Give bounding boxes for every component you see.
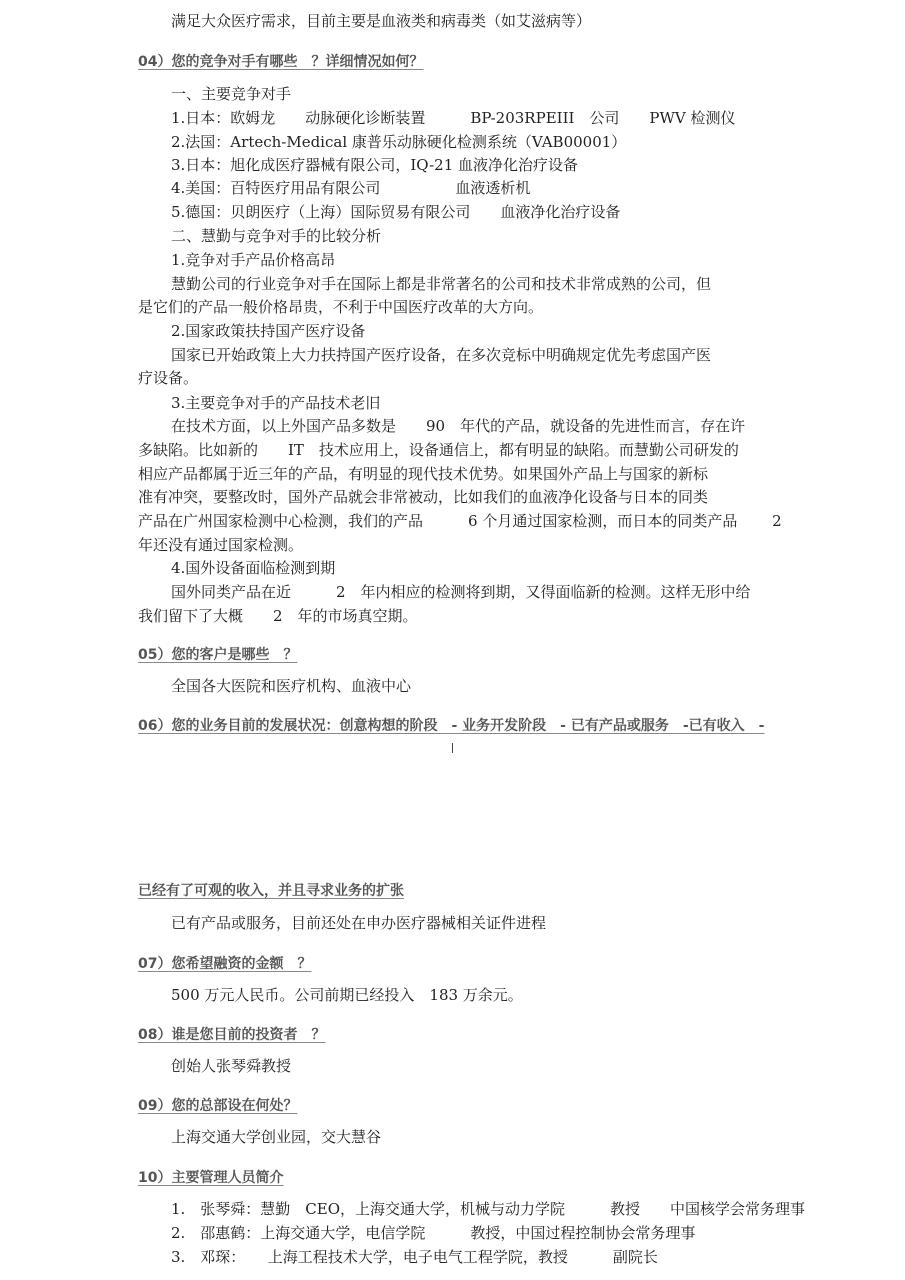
text-line: 1.竞争对手产品价格高昂 xyxy=(171,251,336,269)
section-heading-09 xyxy=(138,1096,297,1116)
heading-text: 10）主要管理人员简介 xyxy=(138,1170,284,1186)
section-heading-06-cont xyxy=(138,881,404,901)
text-line: 创始人张琴舜教授 xyxy=(171,1057,292,1075)
text-line: 准有冲突，要整改时，国外产品就会非常被动，比如我们的血液净化设备与日本的同类 xyxy=(138,488,709,506)
text-line: 3.主要竞争对手的产品技术老旧 xyxy=(171,394,381,412)
text-line: 在技术方面，以上外国产品多数是 90 年代的产品，就设备的先进性而言，存在许 xyxy=(171,417,746,435)
text-line: 我们留下了大概 2 年的市场真空期。 xyxy=(138,607,418,625)
text-line: 疗设备。 xyxy=(138,369,199,387)
manager-item: 2. 邵惠鹤：上海交通大学，电信学院 教授，中国过程控制协会常务理事 xyxy=(171,1224,696,1242)
text-line: 上海交通大学创业园，交大慧谷 xyxy=(171,1128,382,1146)
section-heading-10 xyxy=(138,1168,283,1188)
text-line: 二、慧勤与竞争对手的比较分析 xyxy=(171,227,382,245)
text-line: 国家已开始政策上大力扶持国产医疗设备，在多次竞标中明确规定优先考虑国产医 xyxy=(171,346,712,364)
text-line: 全国各大医院和医疗机构、血液中心 xyxy=(171,677,412,695)
text-line: 4.国外设备面临检测到期 xyxy=(171,559,336,577)
text-line: 2.国家政策扶持国产医疗设备 xyxy=(171,322,366,340)
competitor-item: 5.德国：贝朗医疗（上海）国际贸易有限公司 血液净化治疗设备 xyxy=(171,203,621,221)
heading-text: 09）您的总部设在何处？ xyxy=(138,1098,298,1114)
text-line: 是它们的产品一般价格昂贵，不利于中国医疗改革的大方向。 xyxy=(138,298,544,316)
text-line: 产品在广州国家检测中心检测，我们的产品 6 个月通过国家检测，而日本的同类产品 2 xyxy=(138,512,782,530)
section-heading-07 xyxy=(138,954,311,974)
manager-item: 3. 邓琛： 上海工程技术大学，电子电气工程学院，教授 副院长 xyxy=(171,1248,658,1266)
text-line: 500 万元人民币。公司前期已经投入 183 万余元。 xyxy=(171,986,523,1004)
heading-text: 08）谁是您目前的投资者 ？ xyxy=(138,1027,326,1043)
heading-text: 已经有了可观的收入，并且寻求业务的扩张 xyxy=(138,883,404,899)
text-line: 慧勤公司的行业竞争对手在国际上都是非常著名的公司和技术非常成熟的公司，但 xyxy=(171,275,712,293)
text-line: 年还没有通过国家检测。 xyxy=(138,536,304,554)
page-break-mark xyxy=(452,743,453,753)
competitor-item: 2.法国：Artech-Medical 康普乐动脉硬化检测系统（VAB00001） xyxy=(171,133,627,151)
text-line: 已有产品或服务，目前还处在申办医疗器械相关证件进程 xyxy=(171,914,547,932)
competitor-item: 3.日本：旭化成医疗器械有限公司，IQ-21 血液净化治疗设备 xyxy=(171,156,579,174)
text-line: 相应产品都属于近三年的产品，有明显的现代技术优势。如果国外产品上与国家的新标 xyxy=(138,465,709,483)
text-line: 满足大众医疗需求，目前主要是血液类和病毒类（如艾滋病等） xyxy=(171,12,592,30)
section-heading-06 xyxy=(138,716,764,736)
competitor-item: 4.美国：百特医疗用品有限公司 血液透析机 xyxy=(171,179,531,197)
heading-text: 04）您的竞争对手有哪些 ？详细情况如何？ xyxy=(138,54,424,70)
section-heading-08 xyxy=(138,1025,325,1045)
text-line: 一、主要竞争对手 xyxy=(171,85,292,103)
text-line: 多缺陷。比如新的 IT 技术应用上，设备通信上，都有明显的缺陷。而慧勤公司研发的 xyxy=(138,441,739,459)
manager-item: 1. 张琴舜：慧勤 CEO，上海交通大学，机械与动力学院 教授 中国核学会常务理事 xyxy=(171,1200,806,1218)
heading-text: 07）您希望融资的金额 ？ xyxy=(138,956,312,972)
heading-text: 06）您的业务目前的发展状况：创意构想的阶段 - 业务开发阶段 - 已有产品或服务 -已有收入 - xyxy=(138,718,765,734)
heading-text: 05）您的客户是哪些 ？ xyxy=(138,647,298,663)
section-heading-05 xyxy=(138,645,297,665)
text-line: 国外同类产品在近 2 年内相应的检测将到期，又得面临新的检测。这样无形中给 xyxy=(171,583,751,601)
section-heading-04 xyxy=(138,52,423,72)
competitor-item: 1.日本：欧姆龙 动脉硬化诊断装置 BP-203RPEIII 公司 PWV 检测仪 xyxy=(171,109,736,127)
